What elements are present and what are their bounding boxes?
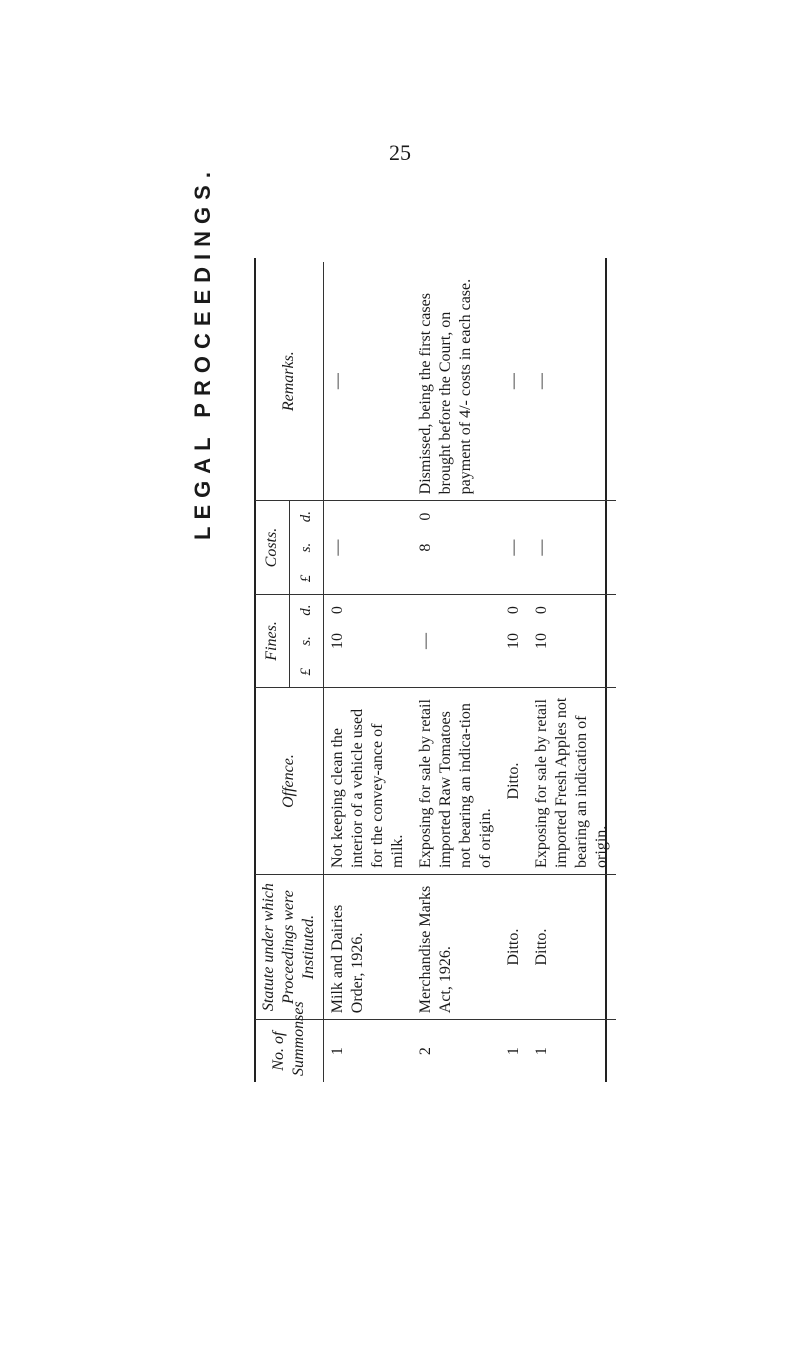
cell-fine-shillings: 10 — [505, 632, 522, 649]
table-row — [324, 262, 413, 1082]
rotated-table-container — [255, 262, 610, 1082]
cell-remarks: — — [505, 373, 522, 390]
cell-statute: Ditto. — [500, 874, 528, 1019]
cell-fine-shillings: 10 — [533, 632, 550, 649]
table-row — [412, 262, 500, 1082]
header-fines-shillings: s. — [290, 625, 324, 656]
header-statute: Statute under which Proceedings were Instituted. — [255, 874, 324, 1019]
cell-costs-pence — [528, 501, 616, 532]
legal-proceedings-table — [255, 262, 616, 1082]
cell-fine-shillings: — — [417, 632, 434, 649]
header-fines: Fines. — [255, 594, 290, 687]
cell-costs-pence — [500, 501, 528, 532]
cell-costs-pence: 0 — [412, 501, 500, 532]
cell-fine-pounds — [324, 657, 413, 688]
side-heading: LEGAL PROCEEDINGS. — [190, 165, 215, 540]
cell-offence: Ditto. — [500, 688, 528, 875]
cell-fine-pounds — [500, 657, 528, 688]
cell-offence: Exposing for sale by retail imported Raw Tomatoes not bearing an indica-tion of origin. — [412, 688, 500, 875]
cell-costs-pence — [324, 501, 413, 532]
cell-costs-pounds — [500, 563, 528, 594]
cell-fine-pence: 0 — [500, 594, 528, 625]
header-summonses: No. of Summonses — [255, 1020, 324, 1082]
cell-costs-shillings: — — [505, 539, 522, 556]
header-fines-pence: d. — [290, 594, 324, 625]
header-costs-shillings: s. — [290, 532, 324, 563]
cell-summonses: 1 — [324, 1020, 413, 1082]
cell-fine-shillings: 10 — [329, 632, 346, 649]
cell-fine-pounds — [528, 657, 616, 688]
header-costs-pound: £ — [290, 563, 324, 594]
header-remarks: Remarks. — [255, 262, 324, 501]
cell-fine-pence: 0 — [528, 594, 616, 625]
cell-costs-pounds — [412, 563, 500, 594]
table-row — [500, 262, 528, 1082]
header-costs: Costs. — [255, 501, 290, 594]
header-offence: Offence. — [255, 688, 324, 875]
header-costs-pence: d. — [290, 501, 324, 532]
cell-statute: Milk and Dairies Order, 1926. — [324, 874, 413, 1019]
cell-remarks: — — [533, 373, 550, 390]
page-number: 25 — [389, 140, 411, 165]
cell-statute: Ditto. — [528, 874, 616, 1019]
cell-summonses: 2 — [412, 1020, 500, 1082]
cell-remarks: — — [329, 373, 346, 390]
table-row — [528, 262, 616, 1082]
cell-offence: Exposing for sale by retail imported Fresh Apples not bearing an indication of origin. — [528, 688, 616, 875]
cell-fine-pence: 0 — [324, 594, 413, 625]
cell-summonses: 1 — [528, 1020, 616, 1082]
cell-costs-shillings: — — [329, 539, 346, 556]
cell-costs-pounds — [324, 563, 413, 594]
cell-costs-shillings: 8 — [417, 543, 434, 552]
header-fines-pound: £ — [290, 657, 324, 688]
cell-summonses: 1 — [500, 1020, 528, 1082]
cell-remarks: Dismissed, being the first cases brought before the Court, on payment of 4/- costs in each case. — [417, 278, 474, 495]
cell-fine-pence — [412, 594, 500, 625]
cell-costs-shillings: — — [533, 539, 550, 556]
cell-offence: Not keeping clean the interior of a vehicle used for the convey-ance of milk. — [324, 688, 413, 875]
cell-fine-pounds — [412, 657, 500, 688]
cell-statute: Merchandise Marks Act, 1926. — [412, 874, 500, 1019]
cell-costs-pounds — [528, 563, 616, 594]
